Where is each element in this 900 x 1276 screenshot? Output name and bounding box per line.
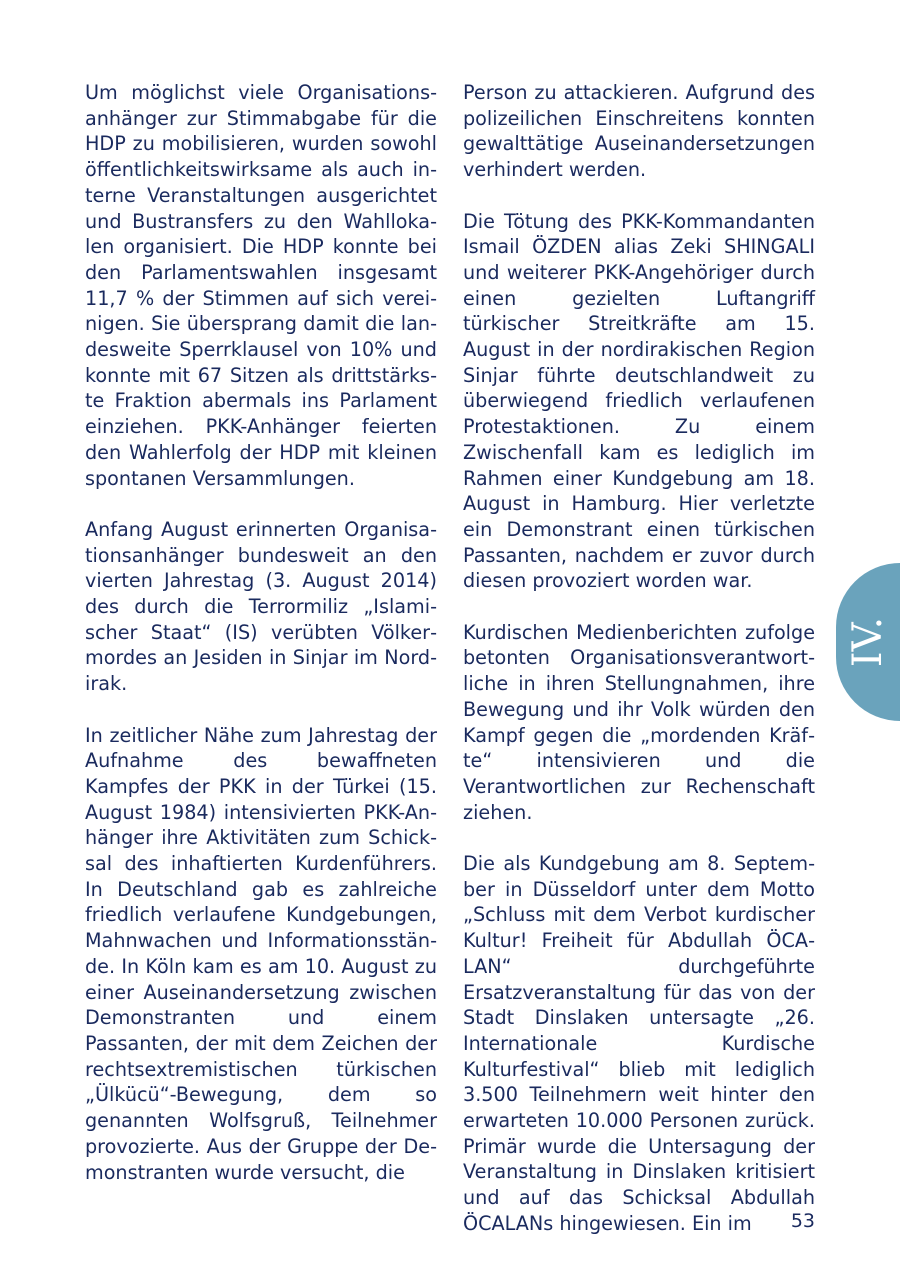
paragraph: In zeitlicher Nähe zum Jahrestag der Aufnahme des bewaffneten Kampfes der PKK in der Türkei (15. August 1984) intensivierten PKK-Anhänger ihre Aktivitäten zum Schicksal des inhaftierten Kurdenführers. In Deutschland gab es zahlreiche friedlich verlaufene Kundgebungen, Mahnwachen und Informationsstände. In Köln kam es am 10. August zu einer Auseinandersetzung zwischen Demonstranten und einem Passanten, der mit dem Zeichen der rechtsextremistischen türkischen „Ülkücü“-Bewegung, dem so genannten Wolfsgruß, Teilnehmer provozierte. Aus der Gruppe der Demonstranten wurde versucht, die <box>85 723 437 1184</box>
page-number: 53 <box>790 1210 815 1232</box>
paragraph: Anfang August erinnerten Organisationsanhänger bundesweit an den vierten Jahrestag (3. August 2014) des durch die Terrormiliz „Islamischer Staat“ (IS) verübten Völkermordes an Jesiden in Sinjar im Nordirak. <box>85 517 437 696</box>
paragraph: Die als Kundgebung am 8. September in Düsseldorf unter dem Motto „Schluss mit dem Verbot kurdischer Kultur! Freiheit für Abdullah ÖCALAN“ durchgeführte Ersatzveranstaltung für das von der Stadt Dinslaken untersagte „26. Internationale Kurdische Kulturfestival“ blieb mit lediglich 3.500 Teilnehmern weit hinter den erwarteten 10.000 Personen zurück. Primär wurde die Untersagung der Veranstaltung in Dinslaken kritisiert und auf das Schicksal Abdullah ÖCALANs hingewiesen. Ein im <box>463 852 815 1235</box>
right-text-column <box>463 80 815 1237</box>
chapter-tab <box>836 563 900 721</box>
paragraph: Kurdischen Medienberichten zufolge betonten Organisationsverantwortliche in ihren Stellungnahmen, ihre Bewegung und ihr Volk würden den Kampf gegen die „mordenden Kräfte“ intensivieren und die Verantwortlichen zur Rechenschaft ziehen. <box>463 620 815 824</box>
paragraph: Die Tötung des PKK-Kommandanten Ismail ÖZDEN alias Zeki SHINGALI und weiterer PKK-Angehöriger durch einen gezielten Luftangriff türkischer Streitkräfte am 15. August in der nordirakischen Region Sinjar führte deutschlandweit zu überwiegend friedlich verlaufenen Protestaktionen. Zu einem Zwischenfall kam es lediglich im Rahmen einer Kundgebung am 18. August in Hamburg. Hier verletzte ein Demonstrant einen türkischen Passanten, nachdem er zuvor durch diesen provoziert worden war. <box>463 209 815 593</box>
left-text-column <box>85 80 437 1185</box>
paragraph: Um möglichst viele Organisationsanhänger zur Stimmabgabe für die HDP zu mobilisieren, wurden sowohl öffentlichkeitswirksame als auch interne Veranstaltungen ausgerichtet und Bustransfers zu den Wahllokalen organisiert. Die HDP konnte bei den Parlamentswahlen insgesamt 11,7 % der Stimmen auf sich vereinigen. Sie übersprang damit die landesweite Sperrklausel von 10% und konnte mit 67 Sitzen als drittstärkste Fraktion abermals ins Parlament einziehen. PKK-Anhänger feierten den Wahlerfolg der HDP mit kleinen spontanen Versammlungen. <box>85 81 437 490</box>
chapter-tab-label: IV. <box>845 616 891 668</box>
paragraph: Person zu attackieren. Aufgrund des polizeilichen Einschreitens konnten gewalttätige Auseinandersetzungen verhindert werden. <box>463 81 815 182</box>
